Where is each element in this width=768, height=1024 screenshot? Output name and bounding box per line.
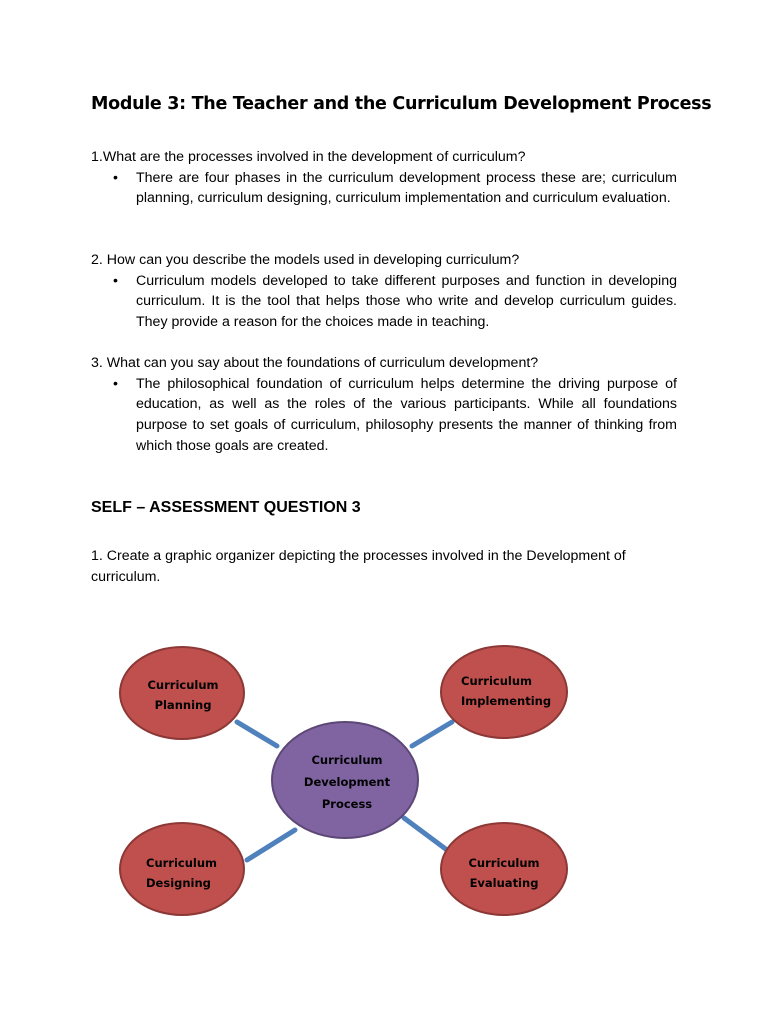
question-text: 2. How can you describe the models used in developing curriculum? <box>91 252 520 268</box>
question-text: 3. What can you say about the foundations of curriculum development? <box>91 355 539 371</box>
node-label: Curriculum <box>146 856 218 870</box>
answer-item: • The philosophical foundation of curriculum helps determine the driving purpose of education, as well as the roles of the various participants. While all foundations purpose to set goals of curriculum, philosophy presents the manner of thinking from which those goals are created. <box>91 374 677 457</box>
node-center <box>272 722 418 838</box>
node-label: Process <box>321 797 373 811</box>
connector-designing <box>247 830 295 860</box>
node-planning <box>120 647 244 739</box>
connector-planning <box>237 722 277 746</box>
node-implementing <box>441 646 567 738</box>
node-label: Planning <box>154 698 212 712</box>
node-label: Development <box>303 775 391 789</box>
node-label: Implementing <box>461 694 552 708</box>
node-label: Curriculum <box>147 678 219 692</box>
node-evaluating <box>441 823 567 915</box>
node-label: Evaluating <box>469 876 539 890</box>
connector-implementing <box>412 722 452 746</box>
answer-item: • There are four phases in the curriculum development process these are; curriculum planning, curriculum designing, curriculum implementation and curriculum evaluation. <box>91 168 677 209</box>
page-title: Module 3: The Teacher and the Curriculum Development Process <box>91 94 712 114</box>
question-text: 1.What are the processes involved in the development of curriculum? <box>91 149 526 165</box>
node-designing <box>120 823 244 915</box>
node-label: Designing <box>146 876 211 890</box>
answer-item: • Curriculum models developed to take different purposes and function in developing curriculum. It is the tool that helps those who write and develop curriculum guides. They provide a reason for the choices made in teaching. <box>91 271 677 333</box>
node-label: Curriculum <box>311 753 383 767</box>
node-label: Curriculum <box>468 856 540 870</box>
self-assessment-title: SELF – ASSESSMENT QUESTION 3 <box>91 499 361 516</box>
self-assessment-task: 1. Create a graphic organizer depicting the processes involved in the Development of curriculum. <box>91 548 626 585</box>
node-label: Curriculum <box>461 674 533 688</box>
connector-evaluating <box>404 818 447 850</box>
